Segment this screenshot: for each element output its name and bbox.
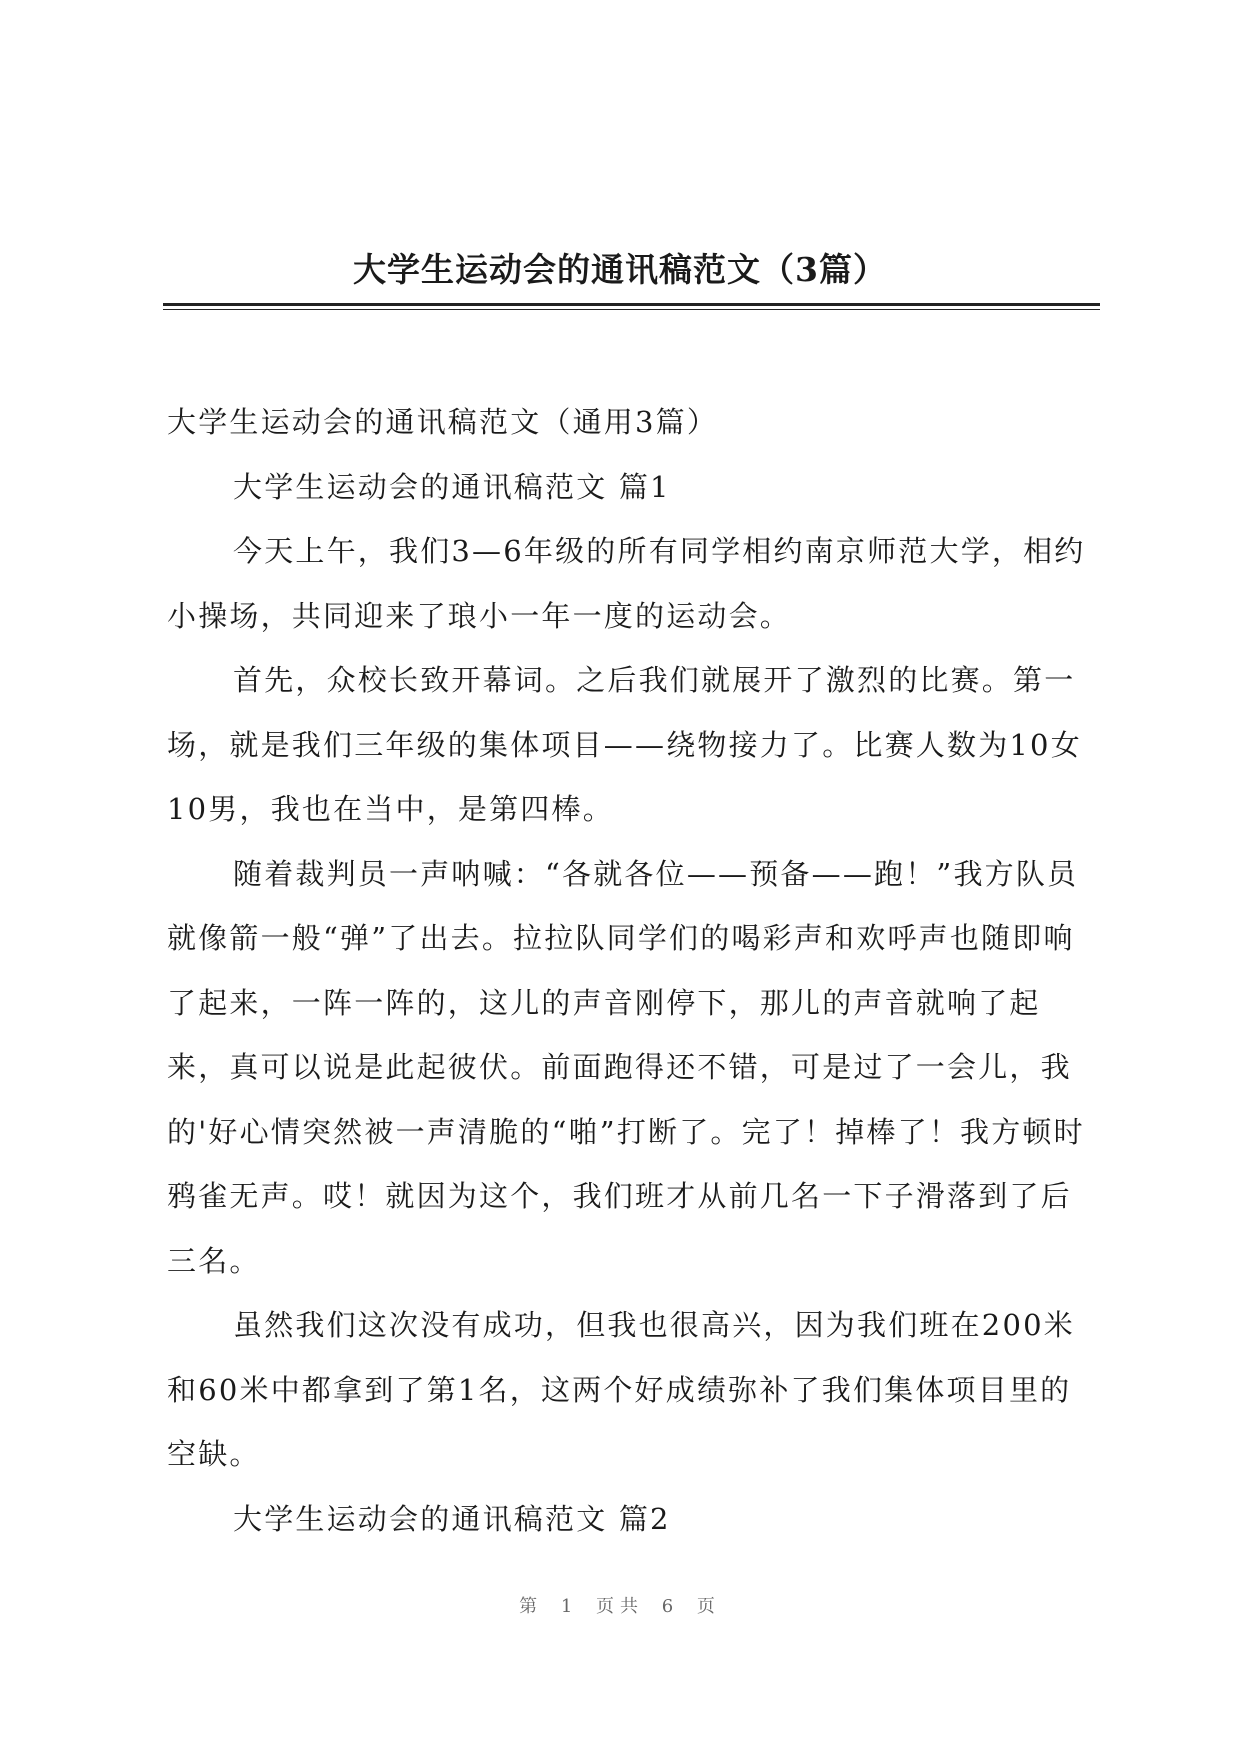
paragraph: 虽然我们这次没有成功，但我也很高兴，因为我们班在200米和60米中都拿到了第1名，这两个好成绩弥补了我们集体项目里的空缺。	[167, 1308, 1075, 1471]
section-heading-1: 大学生运动会的通讯稿范文 篇1	[233, 469, 671, 504]
document-subtitle: 大学生运动会的通讯稿范文（通用3篇）	[167, 405, 719, 439]
paragraph: 随着裁判员一声呐喊：“各就各位——预备——跑！”我方队员就像箭一般“弹”了出去。拉拉队同学们的喝彩声和欢呼声也随即响了起来，一阵一阵的，这儿的声音刚停下，那儿的声音就响了起来，真可以说是此起彼伏。前面跑得还不错，可是过了一会儿，我的'好心情突然被一声清脆的“啪”打断了。完了！掉棒了！我方顿时鸦雀无声。哎！就因为这个，我们班才从前几名一下子滑落到了后三名。	[167, 856, 1085, 1278]
page-footer: 第 1 页共 6 页	[519, 1596, 721, 1617]
title-rule-thin	[163, 309, 1100, 310]
document-body	[167, 390, 1100, 1551]
section-heading-2: 大学生运动会的通讯稿范文 篇2	[233, 1501, 671, 1536]
document-title: 大学生运动会的通讯稿范文（3篇）	[353, 250, 887, 289]
paragraph: 首先，众校长致开幕词。之后我们就展开了激烈的比赛。第一场，就是我们三年级的集体项目——绕物接力了。比赛人数为10女10男，我也在当中，是第四棒。	[167, 663, 1082, 826]
title-rule-thick	[163, 303, 1100, 306]
paragraph: 今天上午，我们3—6年级的所有同学相约南京师范大学，相约小操场，共同迎来了琅小一年一度的运动会。	[167, 534, 1086, 633]
